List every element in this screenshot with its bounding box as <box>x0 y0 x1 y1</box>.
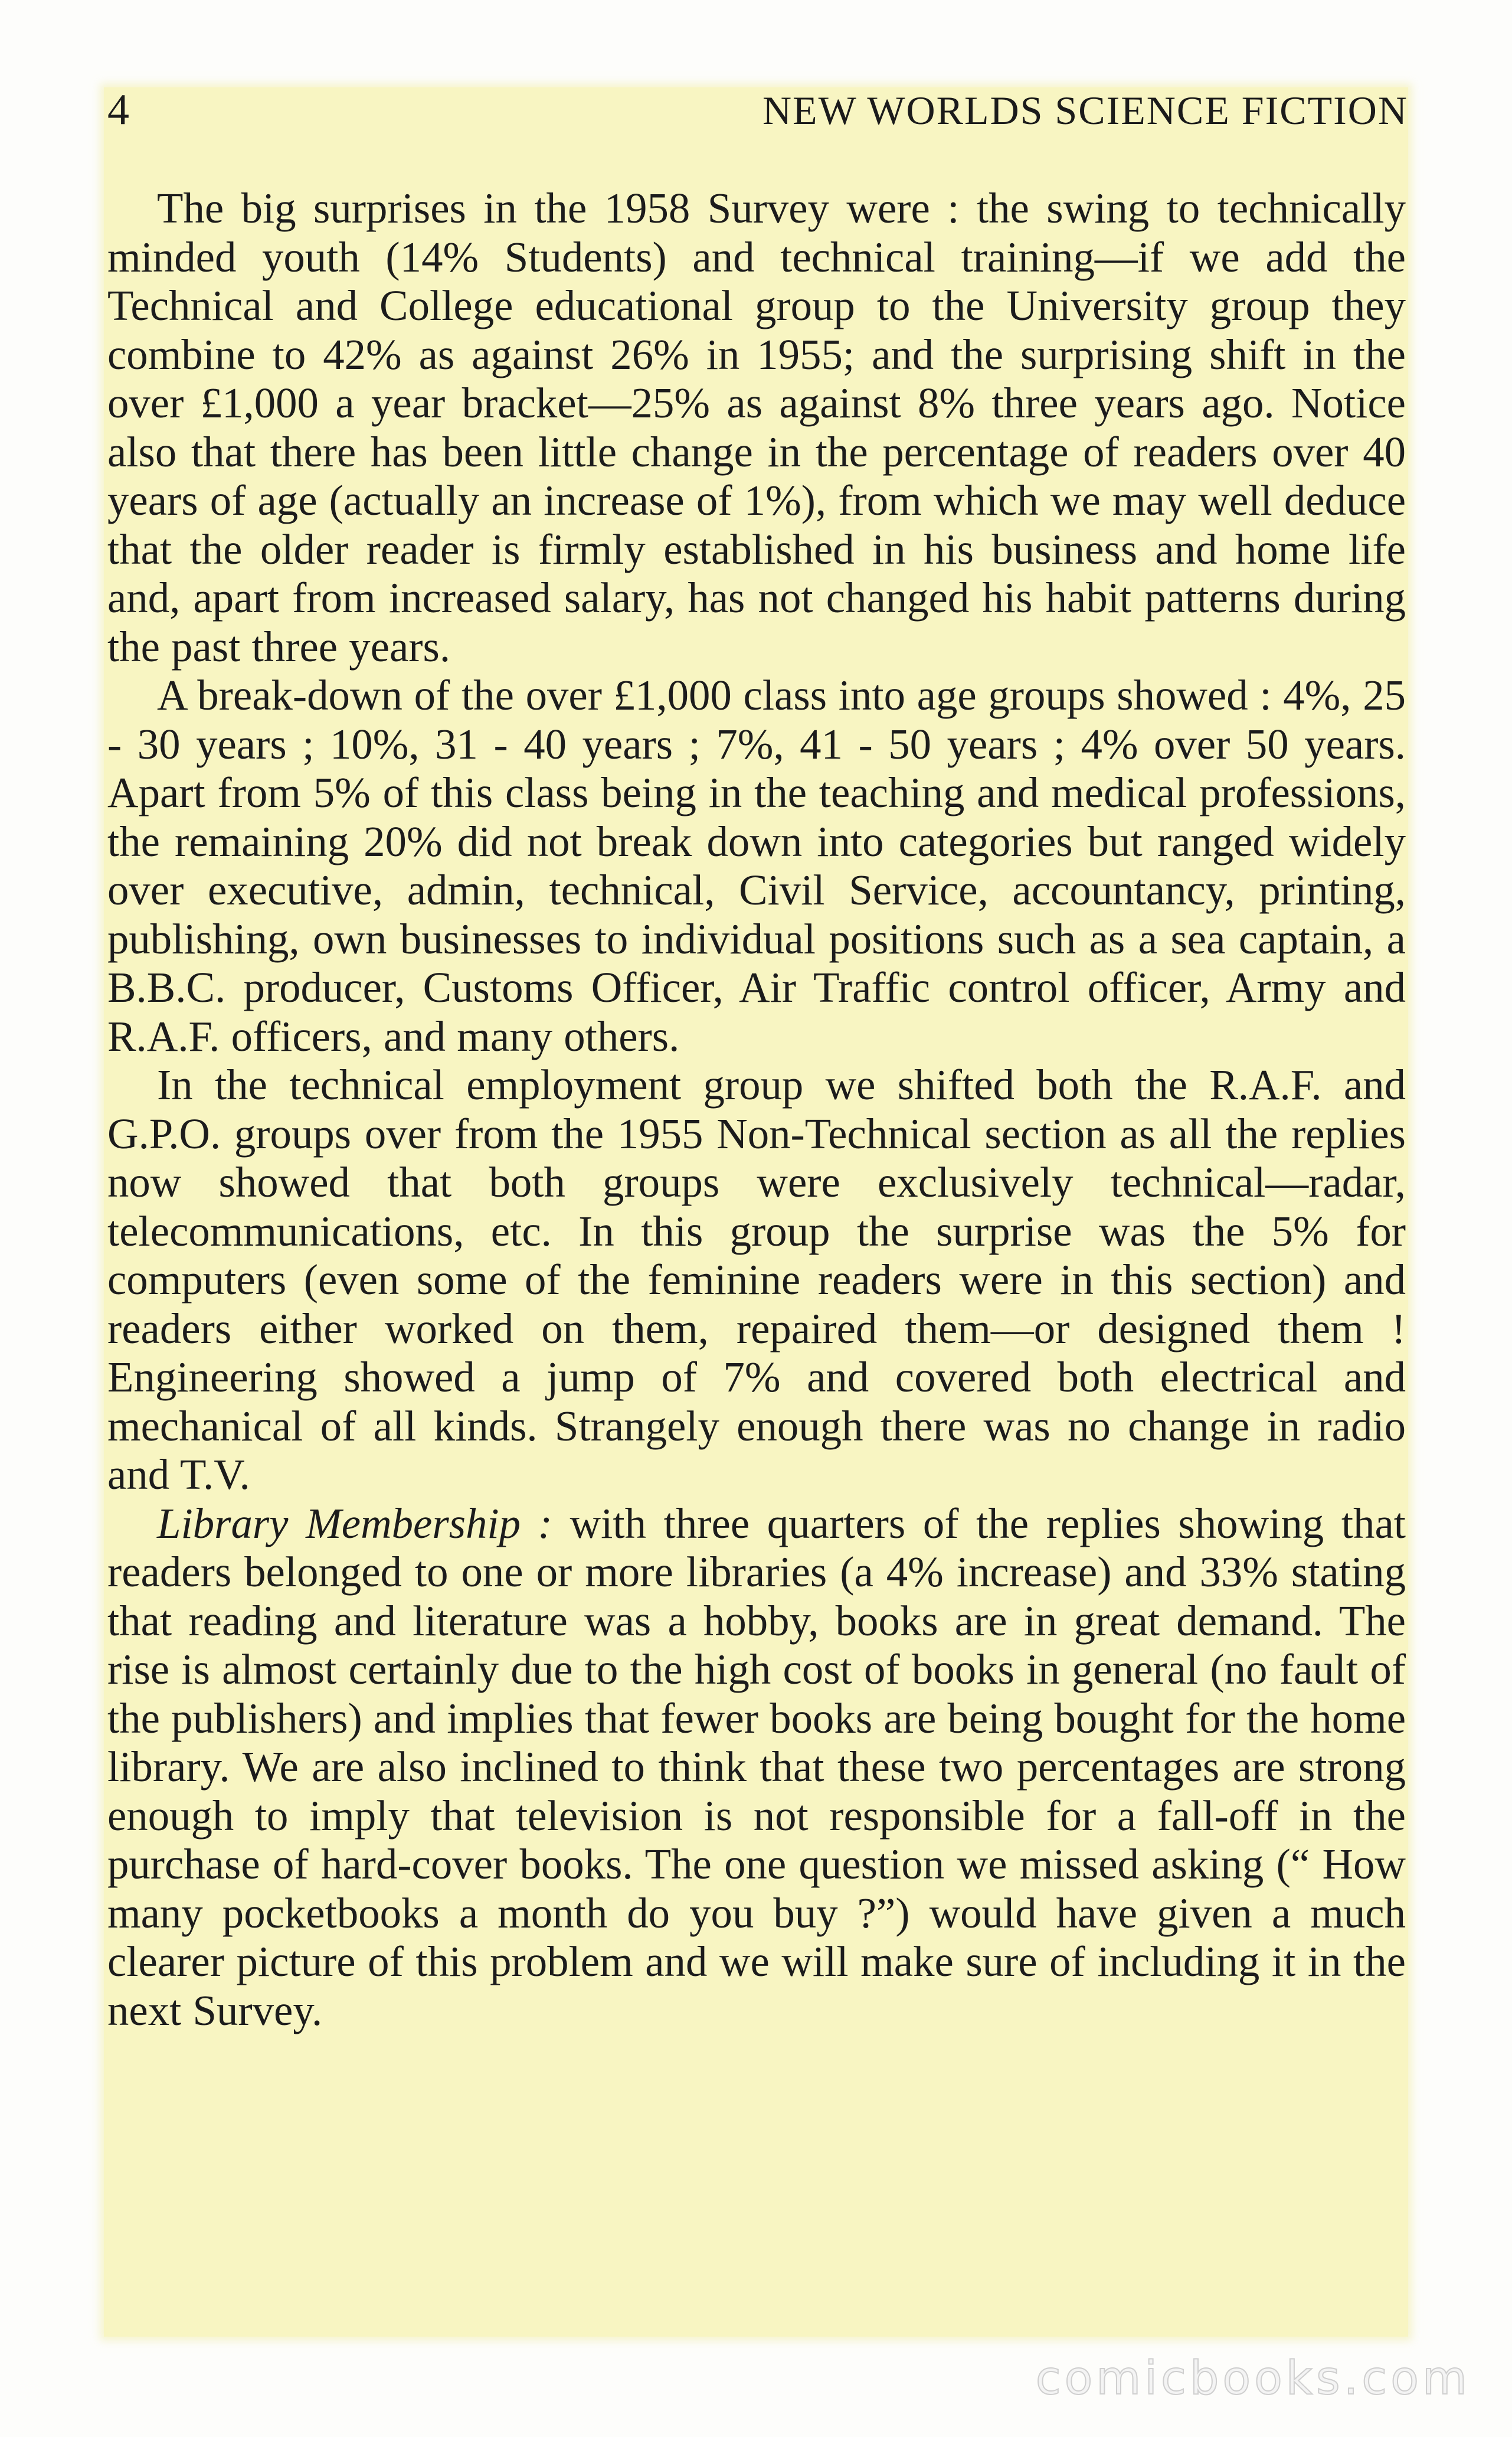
article-paragraph-2 <box>107 671 1406 1061</box>
article-paragraph-1 <box>107 184 1406 671</box>
page-number: 4 <box>107 86 130 134</box>
site-watermark: comicbooks.com <box>1035 2352 1471 2405</box>
magazine-title: NEW WORLDS SCIENCE FICTION <box>762 88 1408 133</box>
paragraph-text: The big surprises in the 1958 Survey were : the swing to technically minded youth (14% Students) and technical training—if we add the Technical and College educational group to the University group they combine to 42% as against 26% in 1955; and the surprising shift in the over £1,000 a year bracket—25% as against 8% three years ago. Notice also that there has been little change in the percentage of readers over 40 years of age (actually an increase of 1%), from which we may well deduce that the older reader is firmly established in his business and home life and, apart from increased salary, has not changed his habit patterns during the past three years. <box>107 184 1406 671</box>
paragraph-text: with three quarters of the replies showing that readers belonged to one or more libraries (a 4% increase) and 33% stating that reading and literature was a hobby, books are in great demand. The rise is almost certainly due to the high cost of books in general (no fault of the publishers) and implies that fewer books are being bought for the home library. We are also inclined to think that these two percentages are strong enough to imply that television is not responsible for a fall-off in the purchase of hard-cover books. The one question we missed asking (“ How many pocketbooks a month do you buy ?”) would have given a much clearer picture of this problem and we will make sure of including it in the next Survey. <box>107 1499 1406 2034</box>
paragraph-text: In the technical employment group we shifted both the R.A.F. and G.P.O. groups over from the 1955 Non-Technical section as all the replies now showed that both groups were exclusively technical—radar, telecommunications, etc. In this group the surprise was the 5% for computers (even some of the feminine readers were in this section) and readers either worked on them, repaired them—or designed them ! Engineering showed a jump of 7% and covered both electrical and mechanical of all kinds. Strangely enough there was no change in radio and T.V. <box>107 1061 1406 1498</box>
article-body <box>107 184 1406 2035</box>
section-lead-library-membership: Library Membership : <box>157 1499 552 1547</box>
article-paragraph-3 <box>107 1061 1406 1500</box>
article-paragraph-4 <box>107 1500 1406 2036</box>
paragraph-text: A break-down of the over £1,000 class into age groups showed : 4%, 25 - 30 years ; 10%, 31 - 40 years ; 7%, 41 - 50 years ; 4% over 50 years. Apart from 5% of this class being in the teaching and medical professions, the remaining 20% did not break down into categories but ranged widely over executive, admin, technical, Civil Service, accountancy, printing, publishing, own businesses to individual positions such as a sea captain, a B.B.C. producer, Customs Officer, Air Traffic control officer, Army and R.A.F. officers, and many others. <box>107 671 1406 1060</box>
running-header <box>107 81 1408 139</box>
